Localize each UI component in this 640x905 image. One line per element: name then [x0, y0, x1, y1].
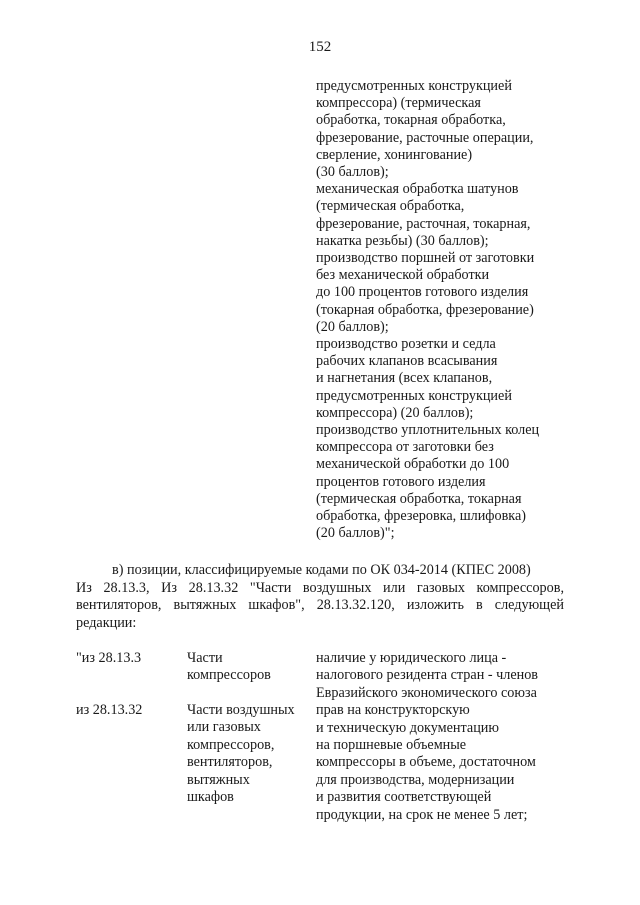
- paragraph-line: Из 28.13.3, Из 28.13.32 "Части воздушных или газовых компрессоров,: [76, 579, 564, 596]
- code-text: "из 28.13.3: [76, 650, 142, 666]
- right-column-text: [316, 78, 616, 542]
- text-line: компрессоры в объеме, достаточном: [316, 754, 536, 771]
- text-line: наличие у юридического лица -: [316, 650, 507, 666]
- text-line: продукции, на срок не менее 5 лет;: [316, 806, 528, 823]
- amendment-paragraph: [76, 562, 564, 632]
- text-line: и нагнетания (всех клапанов,: [316, 370, 493, 387]
- paragraph-line: в) позиции, классифицируемые кодами по ОК 034-2014 (КПЕС 2008): [112, 562, 531, 578]
- text-line: производство уплотнительных колец: [316, 422, 540, 439]
- text-line: компрессора) (20 баллов);: [316, 404, 474, 421]
- text-line: Части воздушных: [187, 702, 295, 718]
- text-line: (токарная обработка, фрезерование): [316, 301, 534, 318]
- text-line: механическая обработка шатунов: [316, 181, 519, 198]
- text-line: фрезерование, расточные операции,: [316, 129, 534, 146]
- text-line: фрезерование, расточная, токарная,: [316, 215, 531, 232]
- text-line: на поршневые объемные: [316, 737, 467, 754]
- requirement-text: [316, 650, 538, 824]
- text-line: или газовых: [187, 719, 261, 736]
- text-line: Евразийского экономического союза: [316, 684, 537, 701]
- text-line: производство розетки и седла: [316, 336, 496, 353]
- text-line: (20 баллов)";: [316, 525, 395, 542]
- text-line: и техническую документацию: [316, 719, 499, 736]
- text-line: до 100 процентов готового изделия: [316, 284, 529, 301]
- row1-name: [187, 650, 271, 685]
- text-line: предусмотренных конструкцией: [316, 78, 512, 94]
- page-number: 152: [308, 39, 332, 55]
- text-line: без механической обработки: [316, 267, 490, 284]
- text-line: обработка, фрезеровка, шлифовка): [316, 508, 526, 525]
- text-line: обработка, токарная обработка,: [316, 112, 506, 129]
- text-line: шкафов: [187, 789, 234, 806]
- text-line: компрессора) (термическая: [316, 95, 481, 112]
- code-text: из 28.13.32: [76, 702, 143, 718]
- text-line: процентов готового изделия: [316, 473, 486, 490]
- text-line: компрессора от заготовки без: [316, 439, 494, 456]
- text-line: вентиляторов,: [187, 754, 273, 771]
- text-line: (20 баллов);: [316, 318, 389, 335]
- text-line: производство поршней от заготовки: [316, 250, 535, 267]
- text-line: вытяжных: [187, 771, 250, 788]
- paragraph-line: вентиляторов, вытяжных шкафов", 28.13.32.120, изложить в следующей: [76, 597, 564, 614]
- text-line: предусмотренных конструкцией: [316, 387, 512, 404]
- text-line: прав на конструкторскую: [316, 702, 470, 719]
- text-line: компрессоров,: [187, 736, 275, 753]
- text-line: для производства, модернизации: [316, 771, 515, 788]
- row2-name: [187, 702, 295, 806]
- text-line: (30 баллов);: [316, 164, 389, 181]
- text-line: налогового резидента стран - членов: [316, 667, 539, 684]
- text-line: сверление, хонингование): [316, 146, 473, 163]
- text-line: (термическая обработка,: [316, 198, 465, 215]
- row1-code: [76, 650, 141, 667]
- paragraph-line: редакции:: [76, 614, 137, 631]
- text-line: механической обработки до 100: [316, 456, 510, 473]
- text-line: накатка резьбы) (30 баллов);: [316, 232, 489, 249]
- text-line: и развития соответствующей: [316, 789, 492, 806]
- text-line: Части: [187, 650, 223, 666]
- text-line: компрессоров: [187, 667, 271, 684]
- row2-code: [76, 702, 142, 719]
- text-line: рабочих клапанов всасывания: [316, 353, 498, 370]
- text-line: (термическая обработка, токарная: [316, 490, 522, 507]
